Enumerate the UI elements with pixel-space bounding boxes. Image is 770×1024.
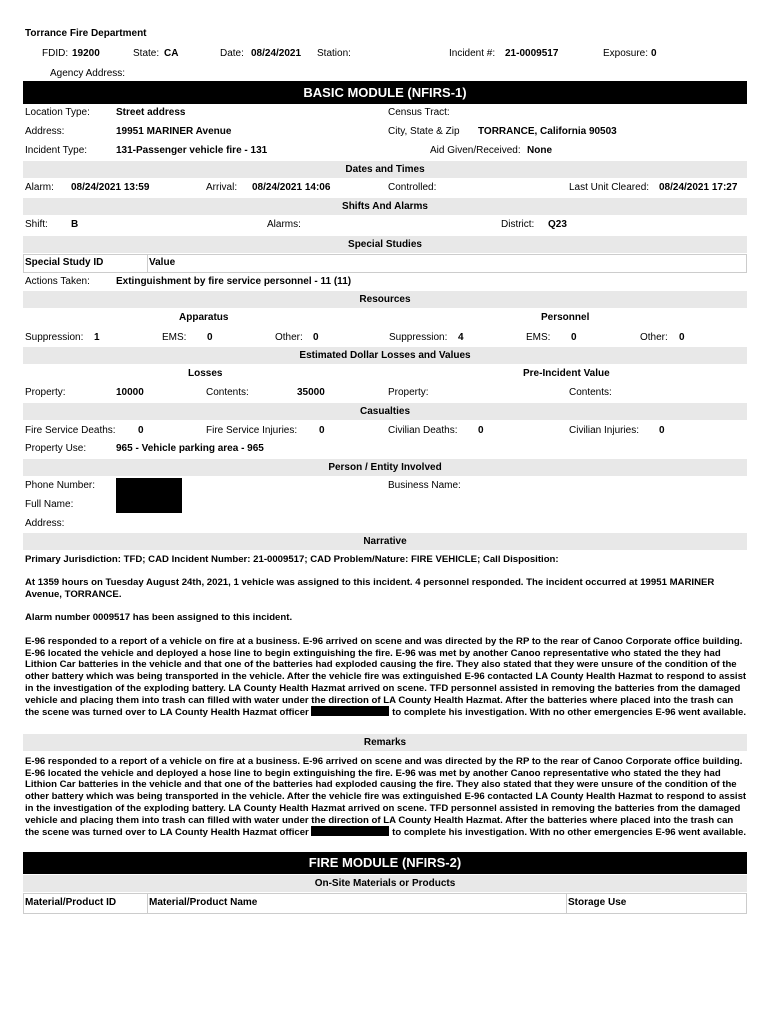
actions-taken-value: Extinguishment by fire service personnel - 11 (11): [116, 276, 352, 287]
incident-value: 21-0009517: [505, 48, 559, 59]
dates-times-title: Dates and Times: [23, 161, 747, 178]
narrative-paragraph: Primary Jurisdiction: TFD; CAD Incident Number: 21-0009517; CAD Problem/Nature: FIRE VEHICLE; Call Disposition:: [25, 554, 559, 565]
personnel-title: Personnel: [541, 312, 590, 323]
shifts-alarms-title: Shifts And Alarms: [23, 198, 747, 215]
personnel-ems-label: EMS:: [526, 332, 551, 343]
loss-property-label: Property:: [25, 387, 66, 398]
personnel-other-value: 0: [679, 332, 685, 343]
fs-injuries-label: Fire Service Injuries:: [206, 425, 298, 436]
date-label: Date:: [220, 48, 244, 59]
remarks-paragraph: [25, 756, 747, 839]
agency-address-label: Agency Address:: [50, 68, 126, 79]
narrative-text: E-96 responded to a report of a vehicle on fire at a business. E-96 arrived on scene and was directed by the RP to the rear of Canoo Corporate office building. E-96 located the vehicle and deployed a hose line to begin extinguishing the fire. E-96 was met by another Canoo representative who stated the they had Lithion Car batteries in the vehicle and that one of the batteries had exploded causing the fire. They also stated that they were unsure of the condition of the other battery which was being transported in the vehicle. After the vehicle fire was extinguished E-96 contacted LA County Health Hazmat to respond to assist in the investigation of the exploding battery. LA County Health Hazmat arrived on scene. TFD personnel assisted in removing the batteries from the damaged vehicle and placing them into trash can filled with water under the direction of LA County Health Hazmat. After the batteries where placed into the trash can the scene was turned over to LA County Health Hazmat officer: [25, 636, 747, 719]
apparatus-ems-label: EMS:: [162, 332, 187, 343]
personnel-suppression-label: Suppression:: [389, 332, 448, 343]
personnel-ems-value: 0: [571, 332, 577, 343]
redacted-officer-name: [311, 826, 389, 836]
aid-label: Aid Given/Received:: [430, 145, 521, 156]
city-label: City, State & Zip: [388, 126, 460, 137]
redacted-block: [116, 478, 182, 513]
person-entity-title: Person / Entity Involved: [23, 459, 747, 476]
full-name-label: Full Name:: [25, 499, 74, 510]
exposure-label: Exposure:: [603, 48, 649, 59]
station-label: Station:: [317, 48, 351, 59]
date-value: 08/24/2021: [251, 48, 302, 59]
arrival-label: Arrival:: [206, 182, 238, 193]
incident-type-value: 131-Passenger vehicle fire - 131: [116, 145, 268, 156]
property-use-label: Property Use:: [25, 443, 87, 454]
district-label: District:: [501, 219, 535, 230]
materials-table-header: [23, 893, 747, 914]
property-use-value: 965 - Vehicle parking area - 965: [116, 443, 264, 454]
fdid-value: 19200: [72, 48, 100, 59]
shift-value: B: [71, 219, 79, 230]
apparatus-other-value: 0: [313, 332, 319, 343]
redacted-officer-name: [311, 706, 389, 716]
loss-contents-value: 35000: [297, 387, 325, 398]
civ-injuries-value: 0: [659, 425, 665, 436]
location-type-value: Street address: [116, 107, 186, 118]
incident-label: Incident #:: [449, 48, 496, 59]
dollar-losses-title: Estimated Dollar Losses and Values: [23, 347, 747, 364]
apparatus-ems-value: 0: [207, 332, 213, 343]
civ-deaths-value: 0: [478, 425, 484, 436]
material-name-header: Material/Product Name: [149, 897, 258, 908]
department-name: Torrance Fire Department: [25, 28, 147, 39]
pre-contents-label: Contents:: [569, 387, 612, 398]
business-name-label: Business Name:: [388, 480, 461, 491]
loss-property-value: 10000: [116, 387, 144, 398]
loss-contents-label: Contents:: [206, 387, 249, 398]
state-label: State:: [133, 48, 160, 59]
address-label: Address:: [25, 126, 65, 137]
special-study-id-header: Special Study ID: [25, 257, 104, 268]
apparatus-suppression-value: 1: [94, 332, 100, 343]
personnel-suppression-value: 4: [458, 332, 464, 343]
civ-deaths-label: Civilian Deaths:: [388, 425, 458, 436]
fs-injuries-value: 0: [319, 425, 325, 436]
special-studies-title: Special Studies: [23, 236, 747, 253]
phone-label: Phone Number:: [25, 480, 96, 491]
casualties-title: Casualties: [23, 403, 747, 420]
special-study-value-header: Value: [149, 257, 176, 268]
pre-property-label: Property:: [388, 387, 429, 398]
personnel-other-label: Other:: [640, 332, 668, 343]
aid-value: None: [527, 145, 552, 156]
location-type-label: Location Type:: [25, 107, 90, 118]
fdid-label: FDID:: [42, 48, 69, 59]
onsite-materials-title: On-Site Materials or Products: [23, 875, 747, 892]
apparatus-other-label: Other:: [275, 332, 303, 343]
last-unit-label: Last Unit Cleared:: [569, 182, 650, 193]
resources-title: Resources: [23, 291, 747, 308]
exposure-value: 0: [651, 48, 657, 59]
district-value: Q23: [548, 219, 567, 230]
civ-injuries-label: Civilian Injuries:: [569, 425, 640, 436]
narrative-paragraph: [25, 636, 747, 719]
narrative-text-end: to complete his investigation. With no other emergencies E-96 went available.: [389, 707, 747, 719]
narrative-paragraph: At 1359 hours on Tuesday August 24th, 2021, 1 vehicle was assigned to this incident. 4 personnel responded. The incident occurred at 19951 MARINER Avenue, TORRANCE.: [25, 577, 715, 600]
shift-label: Shift:: [25, 219, 48, 230]
fire-module-title: FIRE MODULE (NFIRS-2): [23, 852, 747, 874]
alarm-value: 08/24/2021 13:59: [71, 182, 150, 193]
fs-deaths-label: Fire Service Deaths:: [25, 425, 116, 436]
special-studies-table: [23, 254, 747, 273]
pre-incident-title: Pre-Incident Value: [523, 368, 610, 379]
material-id-header: Material/Product ID: [25, 897, 117, 908]
apparatus-suppression-label: Suppression:: [25, 332, 84, 343]
basic-module-title: BASIC MODULE (NFIRS-1): [23, 81, 747, 104]
storage-use-header: Storage Use: [568, 897, 627, 908]
arrival-value: 08/24/2021 14:06: [252, 182, 331, 193]
controlled-label: Controlled:: [388, 182, 437, 193]
last-unit-value: 08/24/2021 17:27: [659, 182, 738, 193]
alarm-label: Alarm:: [25, 182, 54, 193]
incident-type-label: Incident Type:: [25, 145, 88, 156]
state-value: CA: [164, 48, 179, 59]
remarks-title: Remarks: [23, 734, 747, 751]
city-value: TORRANCE, California 90503: [478, 126, 617, 137]
narrative-paragraph: Alarm number 0009517 has been assigned to this incident.: [25, 612, 293, 623]
address-value: 19951 MARINER Avenue: [116, 126, 232, 137]
remarks-text-end: to complete his investigation. With no other emergencies E-96 went available.: [389, 827, 747, 839]
losses-title: Losses: [188, 368, 223, 379]
remarks-text: E-96 responded to a report of a vehicle on fire at a business. E-96 arrived on scene and was directed by the RP to the rear of Canoo Corporate office building. E-96 located the vehicle and deployed a hose line to begin extinguishing the fire. E-96 was met by another Canoo representative who stated the they had Lithion Car batteries in the vehicle and that one of the batteries had exploded causing the fire. They also stated that they were unsure of the condition of the other battery which was being transported in the vehicle. After the vehicle fire was extinguished E-96 contacted LA County Health Hazmat to respond to assist in the investigation of the exploding battery. LA County Health Hazmat arrived on scene. TFD personnel assisted in removing the batteries from the damaged vehicle and placing them into trash can filled with water under the direction of LA County Health Hazmat. After the batteries where placed into the trash can the scene was turned over to LA County Health Hazmat officer: [25, 756, 747, 839]
census-tract-label: Census Tract:: [388, 107, 450, 118]
alarms-label: Alarms:: [267, 219, 301, 230]
fs-deaths-value: 0: [138, 425, 144, 436]
actions-taken-label: Actions Taken:: [25, 276, 90, 287]
narrative-title: Narrative: [23, 533, 747, 550]
person-address-label: Address:: [25, 518, 65, 529]
apparatus-title: Apparatus: [179, 312, 229, 323]
